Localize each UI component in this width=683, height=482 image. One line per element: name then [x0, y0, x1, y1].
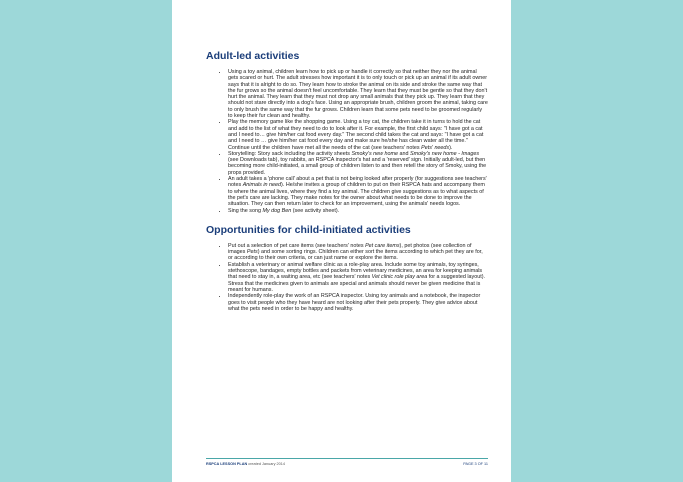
- list-item: • Put out a selection of pet care items (see teachers' notes Pet care items), pet photos (see collection of images Pets) and some sorting rings. Children can either sort the items according to which pet they are for, or according to their own criteria, or can just name or explore the items.: [228, 243, 488, 262]
- child-initiated-list: [206, 243, 488, 312]
- list-item: • Using a toy animal, children learn how to pick up or handle it correctly so that neither they nor the animal gets scared or hurt. The adult stresses how important it is to only touch or pick up an animal if its adult owner says that it is alright to do so. They learn how to stroke the animal on its side and stroke the same way that the fur grows so the animal doesn't feel uncomfortable. They learn that they must be gentle so that they don't hurt the animal. They learn that they must not drop any small animals that they pick up. They learn that they should not stare directly into a dog's face. Using an appropriate brush, children groom the animal, taking care to only brush the same way that the fur grows. Children learn that some pets need to be groomed regularly to keep their fur clean and healthy.: [228, 69, 488, 119]
- list-item: • Storytelling: Story sack including the activity sheets Smoky's new home and Smoky's new home - Images (see Downloads tab), toy rabbits, an RSPCA inspector's hat and a 'reserved' sign. Initially adult-led, but then becoming more child-initiated, a small group of children listen to and then retell the story of Smoky, using the props provided.: [228, 151, 488, 176]
- adult-led-list: [206, 69, 488, 214]
- list-item: • An adult takes a 'phone call' about a pet that is not being looked after properly (for suggestions see teachers' notes Animals in need). He/she invites a group of children to put on their RSPCA hats and accompany them to where the animal lives, where they find a toy animal. The children give suggestions as to what aspects of the pet's care are lacking. They make notes for the owner about what needs to be done to improve the situation. They can then return later to check for an improvement, using the animals' needs logos.: [228, 176, 488, 207]
- list-item: • Sing the song My dog Ben (see activity sheet).: [228, 208, 488, 214]
- footer-lesson-plan: RSPCA LESSON PLAN created January 2014: [206, 462, 286, 466]
- list-item: • Establish a veterinary or animal welfare clinic as a role-play area. Include some toy animals, toy syringes, stethoscope, bandages, empty bottles and packets from veterinary medicines, an area for keeping animals that need to stay in, a waiting area, etc (see teachers' notes Vet clinic role play area for a suggested layout). Stress that the medicines given to animals are special and animals should never be given medicine that is meant for humans.: [228, 262, 488, 293]
- document-page: [172, 0, 511, 482]
- page-footer: [206, 458, 488, 466]
- list-item: • Independently role-play the work of an RSPCA inspector. Using toy animals and a notebook, the inspector goes to visit people who they have heard are not looking after their pets properly. They give advice about what the pets need in order to be happy and healthy.: [228, 293, 488, 312]
- page-content: [206, 50, 488, 312]
- section-heading-child-initiated: Opportunities for child-initiated activities: [206, 223, 411, 236]
- list-item: • Play the memory game like the shopping game. Using a toy cat, the children take it in turns to hold the cat and add to the list of what they need to do to look after it. For example, the first child says: "I have got a cat and I need to… give him/her cat food every day." The second child takes the cat and says: "I have got a cat and I need to … give him/her cat food every day and make sure he/she has clean water all the time." Continue until the children have met all the needs of the cat (see teachers' notes Pets' needs).: [228, 119, 488, 150]
- footer-page-number: PAGE 3 OF 11: [463, 462, 488, 466]
- section-heading-adult-led: Adult-led activities: [206, 50, 300, 62]
